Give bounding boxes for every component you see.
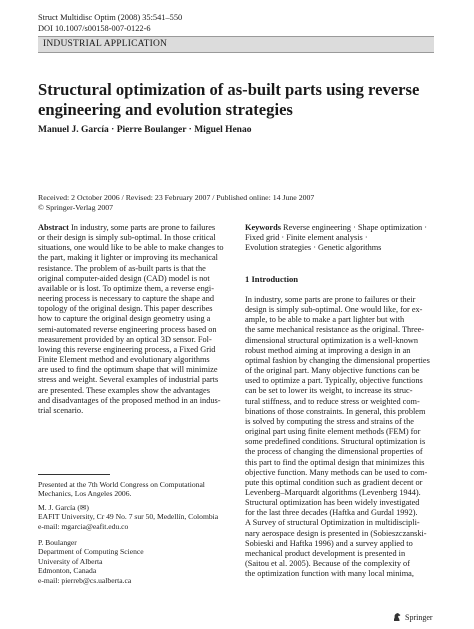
intro-text-line: this part to find the optimal design that minimizes this (245, 457, 425, 467)
footnote-line: Presented at the 7th World Congress on Computational (38, 480, 205, 489)
abstract-text: neering process is necessary to capture the shape and (38, 294, 215, 304)
affiliation-boulanger (38, 538, 231, 585)
presented-note (38, 480, 231, 499)
copyright-line: © Springer-Verlag 2007 (38, 203, 114, 212)
keywords-text: Evolution strategies · Genetic algorithms (245, 243, 382, 253)
title-line: Structural optimization of as-built parts using reverse (38, 80, 420, 99)
abstract-text: In industry, some parts are prone to failures (70, 223, 216, 232)
intro-text-line: design is simply sub-optimal. One would like, for ex- (245, 305, 423, 315)
intro-text-line: Structural optimization has been widely investigated (245, 498, 420, 508)
intro-text-line: binations of those constraints. In general, this problem (245, 406, 426, 416)
intro-text-line: nary aerospace design is presented in (Sobieszczanski- (245, 528, 427, 538)
paper-title (38, 80, 438, 120)
doi-line: DOI 10.1007/s00158-007-0122-6 (38, 23, 151, 33)
received-line: Received: 2 October 2006 / Revised: 23 February 2007 / Published online: 14 June 2007 (38, 193, 315, 202)
intro-text-line: some predefined conditions. Structural optimization is (245, 437, 426, 447)
abstract-text: situations, one would like to be able to make changes to (38, 243, 224, 253)
affiliation-line: EAFIT University, Cr 49 No. 7 sur 50, Medellín, Colombia (38, 512, 219, 522)
intro-text-line: In industry, some parts are prone to failures or their (245, 295, 416, 304)
intro-text-line: ample, to be able to make a part lighter but with (245, 315, 405, 325)
intro-text-line: pute this optimal condition such as gradient decent or (245, 477, 423, 487)
keywords-text: Reverse engineering · Shape optimization · (283, 223, 428, 232)
abstract-text: how to capture the original design geometry using a (38, 314, 211, 324)
affiliation-line: Edmonton, Canada (38, 566, 97, 576)
publisher-mark (392, 612, 433, 622)
abstract-text: topology of the original design. This paper describes (38, 304, 213, 314)
journal-line: Struct Multidisc Optim (2008) 35:541–550 (38, 13, 183, 22)
intro-text-line: Levenberg–Marquardt algorithms (Levenberg 1944). (245, 487, 421, 497)
abstract-text: the part, making it lighter or improving its mechanical (38, 253, 218, 263)
abstract-text: stress and weight. Several examples of industrial parts (38, 375, 219, 385)
abstract-text: original computer-aided design (CAD) model is not (38, 273, 210, 283)
intro-text-line: mechanical product development is presented in (245, 548, 406, 558)
intro-text-line: can be set to lower its weight, to increase its struc- (245, 386, 413, 396)
abstract-text: are used to find the optimum shape that will minimize (38, 365, 218, 375)
title-line: engineering and evolution strategies (38, 100, 293, 119)
affiliation-line: University of Alberta (38, 556, 103, 566)
abstract-body (38, 223, 231, 416)
abstract-text: measurement provided by an optical 3D sensor. Fol- (38, 334, 212, 344)
intro-text-line: tural stiffness, and to reduce stress or weighted com- (245, 396, 420, 406)
springer-knight-icon (392, 612, 402, 622)
intro-text-line: of the original part. Many objective functions can be (245, 366, 420, 376)
section-heading: 1 Introduction (245, 274, 299, 284)
affiliation-garcia (38, 503, 231, 531)
journal-citation (38, 13, 438, 34)
abstract-text: resistance. The problem of as-built parts is that the (38, 263, 206, 273)
intro-text-line: (Saitou et al. 2005). Because of the complexity of (245, 559, 410, 569)
intro-text-line: the same mechanical resistance as the original. Three- (245, 325, 425, 335)
intro-text-line: is solved by computing the stress and strains of the (245, 416, 414, 426)
abstract-text: semi-automated reverse engineering process based on (38, 324, 217, 334)
abstract-text: trial scenario. (38, 405, 84, 415)
affiliation-line: Department of Computing Science (38, 547, 144, 557)
email-line: e-mail: pierreb@cs.ualberta.ca (38, 575, 132, 585)
category-banner (38, 36, 434, 53)
footnote-rule (38, 474, 110, 475)
abstract-label: Abstract (38, 223, 69, 232)
intro-text-line: the process of changing the dimensional properties of (245, 447, 423, 457)
intro-text-line: the optimization function with many local minima, (245, 569, 414, 579)
intro-text-line: original part using finite element methods (FEM) for (245, 427, 421, 437)
abstract-text: available or is lost. To optimize them, a reverse engi- (38, 283, 214, 293)
intro-text-line: for the last three decades (Haftka and Gurdal 1992). (245, 508, 418, 518)
author-name: P. Boulanger (38, 538, 77, 547)
intro-text-line: optimal fashion by changing the dimensional properties (245, 355, 430, 365)
intro-text-line: dimensional structural optimization is a well-known (245, 335, 419, 345)
introduction-body (245, 295, 438, 579)
keywords-label: Keywords (245, 223, 281, 232)
abstract (38, 223, 231, 416)
keywords (245, 223, 438, 253)
intro-text-line: A Survey of structural Optimization in multidiscipli- (245, 518, 420, 528)
intro-text-line: Sobieski and Haftka 1996) and a survey applied to (245, 538, 413, 548)
abstract-text: lowing this reverse engineering process, a Fixed Grid (38, 344, 216, 354)
publisher-name: Springer (405, 612, 433, 622)
author-name: M. J. García (✉) (38, 503, 89, 512)
intro-text-line: objective function. Many methods can be used to com- (245, 467, 428, 477)
publication-history (38, 193, 438, 213)
abstract-text: or their design is simply sub-optimal. In those critical (38, 233, 216, 243)
category-label: INDUSTRIAL APPLICATION (43, 39, 168, 49)
author-list: Manuel J. García · Pierre Boulanger · Miguel Henao (38, 125, 252, 135)
intro-text-line: used to optimize a part. Typically, objective functions (245, 376, 423, 386)
abstract-text: are presented. These examples show the advantages (38, 385, 210, 395)
keywords-text: Fixed grid · Finite element analysis · (245, 233, 368, 243)
keywords-line (245, 223, 438, 233)
abstract-text: and disadvantages of the proposed method in an indus- (38, 395, 221, 405)
email-line: e-mail: mgarcia@eafit.edu.co (38, 521, 129, 531)
abstract-text: Finite Element method and evolutionary algorithms (38, 355, 210, 365)
intro-text-line: robust method aiming at improving a design in an (245, 345, 411, 355)
footnote-line: Mechanics, Los Angeles 2006. (38, 489, 132, 499)
